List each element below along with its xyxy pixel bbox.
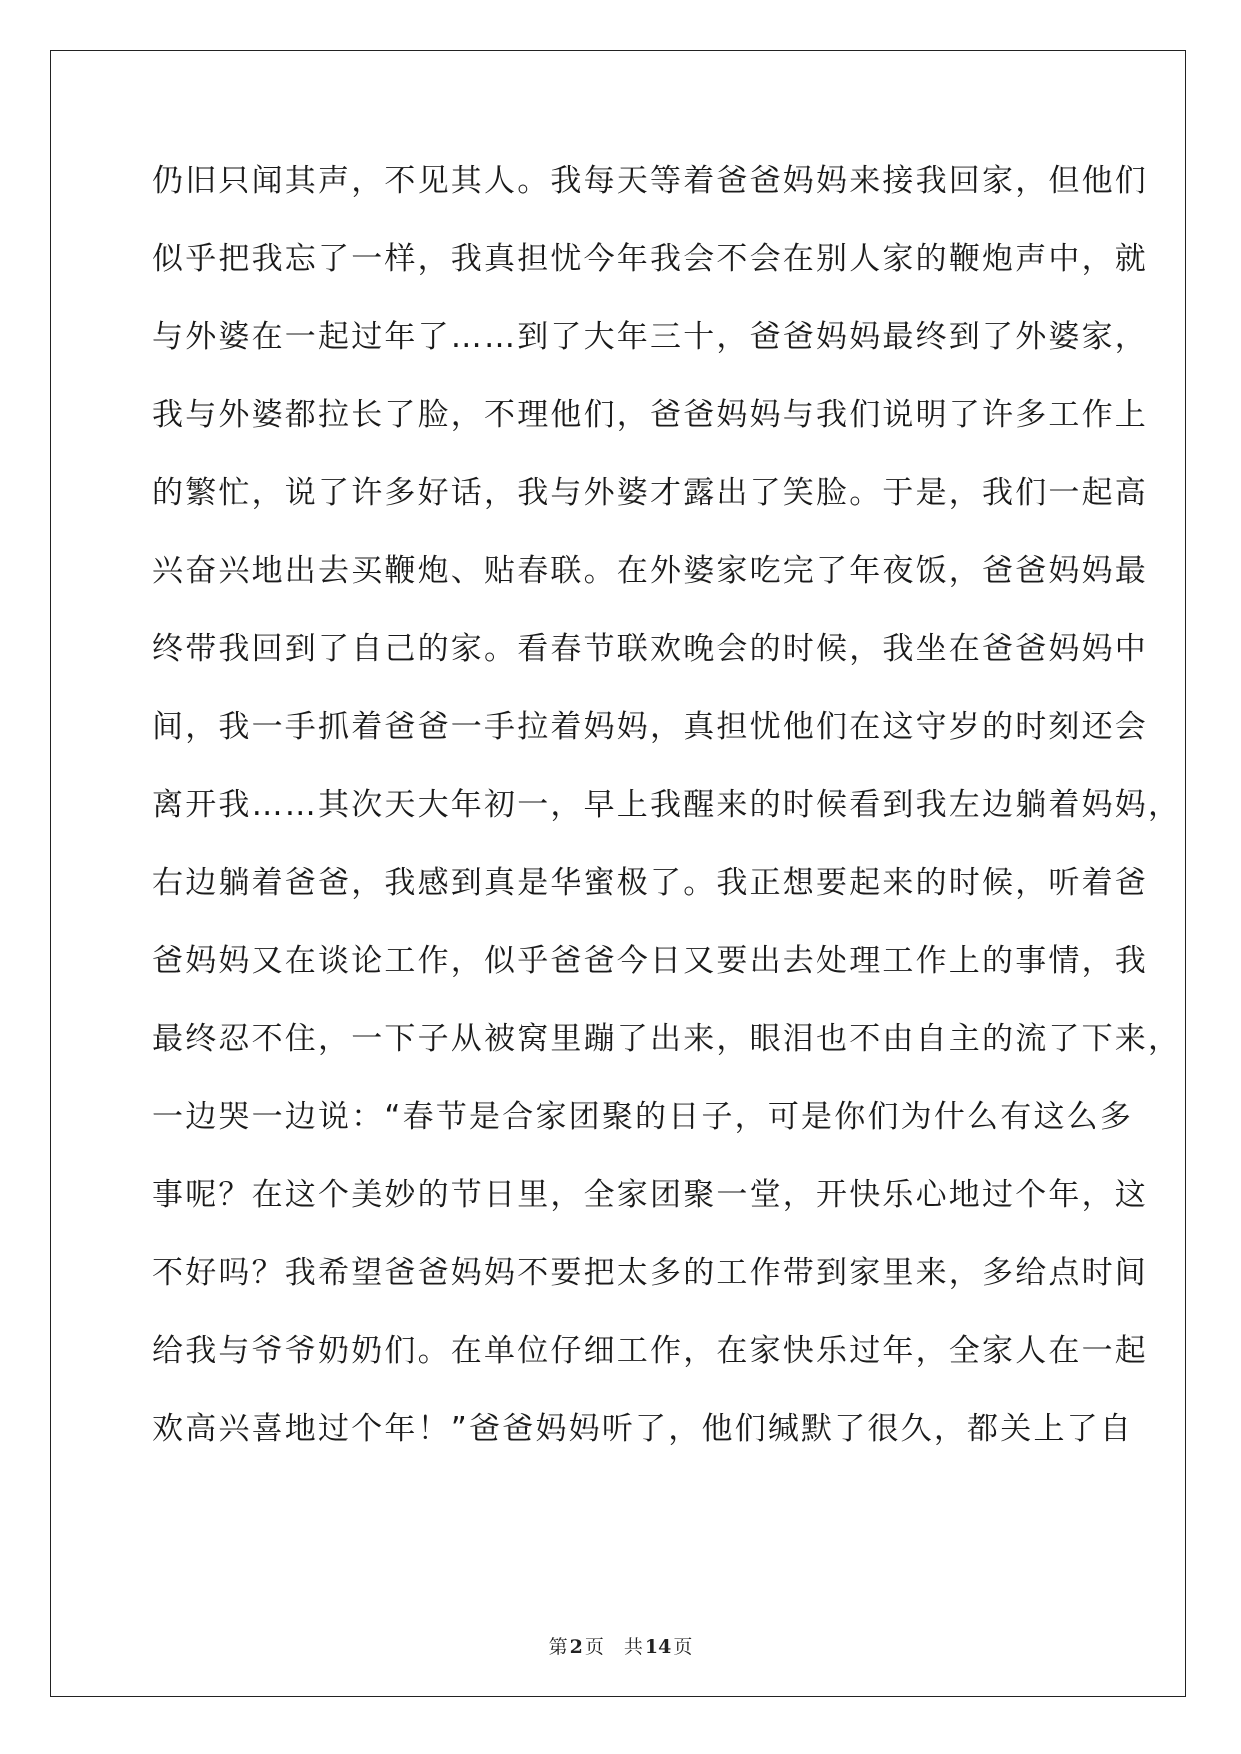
text-line-11: 爸妈妈又在谈论工作，似乎爸爸今日又要出去处理工作上的事情，我: [152, 943, 1148, 979]
text-line-12: 最终忍不住，一下子从被窝里蹦了出来，眼泪也不由自主的流了下来，: [152, 1021, 1182, 1057]
text-line-16: 给我与爷爷奶奶们。在单位仔细工作，在家快乐过年，全家人在一起: [152, 1333, 1148, 1369]
text-line-8: 间，我一手抓着爸爸一手拉着妈妈，真担忧他们在这守岁的时刻还会: [152, 709, 1148, 745]
page-number: 2: [569, 1636, 583, 1658]
text-line-4: 我与外婆都拉长了脸，不理他们，爸爸妈妈与我们说明了许多工作上: [152, 397, 1148, 433]
text-line-3: 与外婆在一起过年了……到了大年三十，爸爸妈妈最终到了外婆家，: [152, 319, 1148, 355]
text-line-14: 事呢？在这个美妙的节日里，全家团聚一堂，开快乐心地过个年，这: [152, 1177, 1148, 1213]
text-line-2: 似乎把我忘了一样，我真担忧今年我会不会在别人家的鞭炮声中，就: [152, 241, 1148, 277]
text-line-9: 离开我……其次天大年初一，早上我醒来的时候看到我左边躺着妈妈，: [152, 787, 1182, 823]
page-suffix: 页: [584, 1636, 604, 1658]
text-line-13: 一边哭一边说：“春节是合家团聚的日子，可是你们为什么有这么多: [152, 1099, 1134, 1135]
document-body: [152, 162, 1182, 1488]
page-footer: [0, 1632, 1241, 1659]
total-prefix: 共: [623, 1636, 643, 1658]
text-line-15: 不好吗？我希望爸爸妈妈不要把太多的工作带到家里来，多给点时间: [152, 1255, 1148, 1291]
text-line-1: 仍旧只闻其声，不见其人。我每天等着爸爸妈妈来接我回家，但他们: [152, 163, 1148, 199]
total-suffix: 页: [673, 1636, 693, 1658]
text-line-6: 兴奋兴地出去买鞭炮、贴春联。在外婆家吃完了年夜饭，爸爸妈妈最: [152, 553, 1148, 589]
text-line-10: 右边躺着爸爸，我感到真是华蜜极了。我正想要起来的时候，听着爸: [152, 865, 1148, 901]
total-pages: 14: [644, 1636, 672, 1658]
page-prefix: 第: [548, 1636, 568, 1658]
text-line-7: 终带我回到了自己的家。看春节联欢晚会的时候，我坐在爸爸妈妈中: [152, 631, 1148, 667]
text-line-17: 欢高兴喜地过个年！”爸爸妈妈听了，他们缄默了很久，都关上了自: [152, 1411, 1134, 1447]
text-line-5: 的繁忙，说了许多好话，我与外婆才露出了笑脸。于是，我们一起高: [152, 475, 1148, 511]
